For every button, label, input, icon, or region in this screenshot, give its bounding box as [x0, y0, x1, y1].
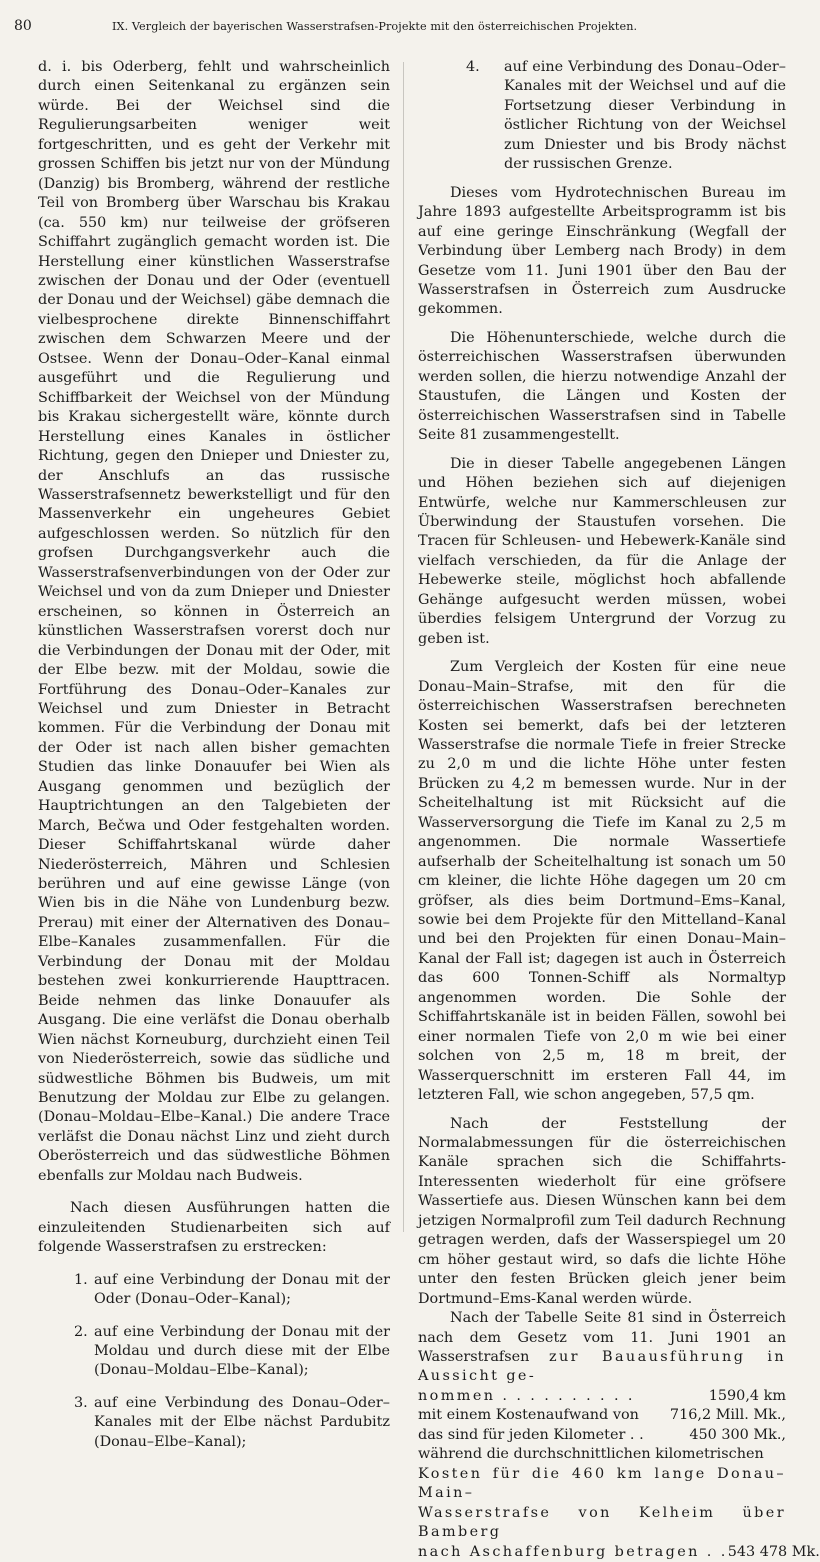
list-item-number: 2.: [74, 1323, 88, 1340]
list-item: [74, 1394, 390, 1452]
list-item-text: auf eine Verbindung der Donau mit der Oder (Donau–Oder–Kanal);: [94, 1271, 390, 1308]
paragraph: Dieses vom Hydrotechnischen Bureau im Jahre 1893 aufgestellte Arbeitsprogramm ist bis auf eine geringe Einschränkung (Wegfall der Verbindung über Lemberg nach Brody) in dem Gesetze vom 11. Juni 1901 über den Bau der Wasserstrafsen in Österreich zum Ausdrucke gekommen.: [418, 184, 786, 318]
page-number: 80: [14, 18, 32, 34]
cost-spaced-text: zur Bauausführung in Aussicht ge-: [418, 1349, 786, 1385]
paragraph: Die Höhenunterschiede, welche durch die österreichischen Wasserstrafsen überwunden werden sollen, die hierzu notwendige Anzahl der Staustufen, die Längen und Kosten der österreichischen Wasserstrafsen sind in Tabelle Seite 81 zusammengestellt.: [418, 329, 786, 444]
list-item: [74, 1323, 390, 1381]
list-item-number: 4.: [466, 59, 480, 75]
cost-line-length: [418, 1387, 786, 1406]
list-item-text: auf eine Verbindung des Donau–Oder–Kanales mit der Weichsel und auf die Fortsetzung dieser Verbindung in östlicher Richtung von der Weichsel zum Dniester und bis Brody nächst der russischen Grenze.: [504, 59, 786, 173]
cost-value: 716,2 Mill. Mk.,: [669, 1407, 786, 1424]
cost-value: 450 300 Mk.,: [689, 1426, 786, 1443]
list-item-number: 1.: [74, 1271, 88, 1288]
cost-value: 543 478 Mk.: [727, 1543, 820, 1560]
paragraph: Die in dieser Tabelle angegebenen Längen und Höhen beziehen sich auf diejenigen Entwürfe, welche nur Kammerschleusen zur Überwindung der Staustufen vorsehen. Die Tracen für Schleusen- und Hebewerk-Kanäle sind vielfach verschieden, da für die Anlage der Hebewerke steile, möglichst hoch abfallende Gehänge aufgesucht werden müssen, wobei überdies felsigem Untergrund der Vorzug zu geben ist.: [418, 455, 786, 647]
study-list: [38, 1271, 390, 1453]
list-item-text: auf eine Verbindung des Donau–Oder–Kanales mit der Elbe nächst Pardubitz (Donau–Elbe–Kanal);: [94, 1394, 390, 1450]
cost-intro: Nach der Tabelle Seite 81 sind in Österreich nach dem Gesetz vom 11. Juni 1901 an Wasserstrafsen: [418, 1310, 786, 1365]
list-item: [418, 58, 786, 175]
cost-label: das sind für jeden Kilometer . .: [418, 1426, 644, 1443]
cost-label: nommen . . . . . . . . . .: [418, 1387, 635, 1404]
column-divider: [403, 62, 404, 1232]
cost-paragraph: [418, 1309, 820, 1562]
paragraph: d. i. bis Oderberg, fehlt und wahrscheinlich durch einen Seitenkanal zu ergänzen sein würde. Bei der Weichsel sind die Regulierungsarbeiten weniger weit fortgeschritten, und es geht der Verkehr mit grossen Schiffen bis jetzt nur von der Mündung (Danzig) bis Bromberg, während der restliche Teil von Bromberg über Warschau bis Krakau (ca. 550 km) nur teilweise der gröfseren Schiffahrt zugänglich gemacht worden ist. Die Herstellung einer künstlichen Wasserstrafse zwischen der Donau und der Oder (eventuell der Donau und der Weichsel) gäbe demnach die vielbesprochene direkte Binnenschiffahrt zwischen dem Schwarzen Meere und der Ostsee. Wenn der Donau–Oder–Kanal einmal ausgeführt und die Regulierung und Schiffbarkeit der Weichsel von der Mündung bis Krakau sichergestellt wäre, könnte durch Herstellung eines Kanales in östlicher Richtung, gegen den Dnieper und Dniester zu, der Anschlufs an das russische Wasserstrafsennetz bewerkstelligt und für den Massenverkehr ein ungeheures Gebiet aufgeschlossen werden. So nützlich für den grofsen Durchgangsverkehr auch die Wasserstrafsenverbindungen von der Oder zur Weichsel und von da zum Dnieper und Dniester erscheinen, so können in Österreich an künstlichen Wasserstrafsen vorerst doch nur die Verbindungen der Donau mit der Oder, mit der Elbe bezw. mit der Moldau, sowie die Fortführung des Donau–Oder–Kanales zur Weichsel und zum Dniester in Betracht kommen. Für die Verbindung der Donau mit der Oder ist nach allen bisher gemachten Studien das linke Donauufer bei Wien als Ausgang genommen und bezüglich der Hauptrichtungen an den Talgebieten der March, Bečwa und Oder festgehalten worden. Dieser Schiffahrtskanal würde daher Niederösterreich, Mähren und Schlesien berühren und auf eine gewisse Länge (von Wien bis in die Nähe von Lundenburg bezw. Prerau) mit einer der Alternativen des Donau–Elbe–Kanales zusammenfallen. Für die Verbindung der Donau mit der Moldau bestehen zwei konkurrierende Haupttracen. Beide nehmen das linke Donauufer als Ausgang. Die eine verläfst die Donau oberhalb Wien nächst Korneuburg, durchzieht einen Teil von Niederösterreich, sowie das südliche und südwestliche Böhmen bis Budweis, um mit Benutzung der Moldau zur Elbe zu gelangen. (Donau–Moldau–Elbe–Kanal.) Die andere Trace verläfst die Donau nächst Linz und zieht durch Oberösterreich und das südwestliche Böhmen ebenfalls zur Moldau nach Budweis.: [38, 59, 390, 1184]
cost-text: während die durchschnittlichen kilometrischen: [418, 1446, 764, 1463]
left-column: [38, 58, 390, 1452]
running-title: IX. Vergleich der bayerischen Wasserstrafsen-Projekte mit den österreichischen Projekten.: [112, 20, 638, 33]
cost-text: Wasserstrafse von Kelheim über Bamberg: [418, 1504, 786, 1541]
cost-line-total: [418, 1406, 786, 1425]
cost-label: mit einem Kostenaufwand von: [418, 1407, 639, 1424]
page-header: [14, 18, 786, 44]
list-item-number: 3.: [74, 1394, 88, 1411]
list-item-text: auf eine Verbindung der Donau mit der Moldau und durch diese mit der Elbe (Donau–Moldau–Elbe–Kanal);: [94, 1323, 390, 1379]
paragraph: Zum Vergleich der Kosten für eine neue Donau–Main–Strafse, mit den für die österreichischen Wasserstrafsen berechneten Kosten sei bemerkt, dafs bei der letzteren Wasserstrafse die normale Tiefe in freier Strecke zu 2,0 m und die lichte Höhe unter festen Brücken zu 4,2 m bemessen wurde. Nur in der Scheitelhaltung ist mit Rücksicht auf die Wasserversorgung die Tiefe im Kanal zu 2,5 m angenommen. Die normale Wassertiefe aufserhalb der Scheitelhaltung ist sonach um 50 cm kleiner, die lichte Höhe dagegen um 20 cm gröfser, als dies beim Dortmund–Ems–Kanal, sowie bei dem Projekte für den Mittelland–Kanal und bei den Projekten für einen Donau–Main–Kanal der Fall ist; dagegen ist auch in Österreich das 600 Tonnen-Schiff als Normaltyp angenommen worden. Die Sohle der Schiffahrtskanäle ist in beiden Fällen, sowohl bei einer normalen Tiefe von 2,0 m wie bei einer solchen von 2,5 m, 18 m breit, der Wasserquerschnitt im ersteren Fall 44, im letzteren Fall, wie schon angegeben, 57,5 qm.: [418, 659, 786, 1104]
cost-text: Kosten für die 460 km lange Donau–Main–: [418, 1465, 786, 1502]
list-item: [74, 1271, 390, 1310]
cost-label: nach Aschaffenburg betragen . .: [418, 1543, 728, 1560]
cost-value: 1590,4 km: [708, 1387, 786, 1404]
paragraph: Nach diesen Ausführungen hatten die einzuleitenden Studienarbeiten sich auf folgende Wasserstrafsen zu erstrecken:: [38, 1200, 390, 1256]
right-column: [418, 58, 820, 1562]
paragraph: Nach der Feststellung der Normalabmessungen für die österreichischen Kanäle sprachen sich die Schiffahrts-Interessenten wiederholt für eine gröfsere Wassertiefe aus. Diesen Wünschen kann bei dem jetzigen Normalprofil zum Teil dadurch Rechnung getragen werden, dafs der Wasserspiegel um 20 cm höher gestaut wird, so dafs die lichte Höhe unter den festen Brücken gleich jener beim Dortmund–Ems-Kanal werden würde.: [418, 1115, 786, 1307]
cost-line-main: [418, 1543, 820, 1562]
cost-line-per-km: [418, 1426, 786, 1445]
